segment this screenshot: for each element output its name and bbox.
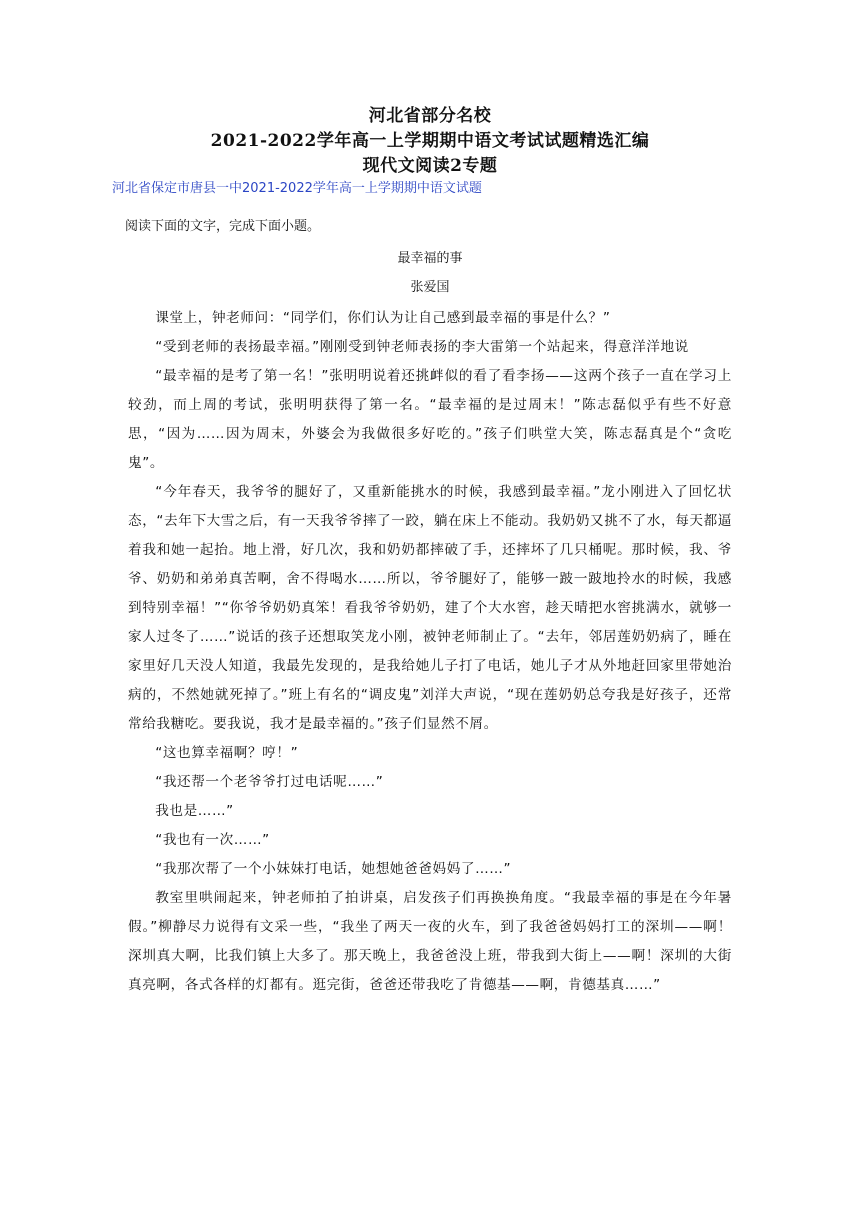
header-exam-line: 2021-2022学年高一上学期期中语文考试试题精选汇编 <box>210 131 650 151</box>
story-author: 张爱国 <box>410 280 450 295</box>
story-paragraph: “今年春天，我爷爷的腿好了，又重新能挑水的时候，我感到最幸福。”龙小刚进入了回忆状态，“去年下大雪之后，有一天我爷爷摔了一跤，躺在床上不能动。我奶奶又挑不了水，每天都逼着我和她一起抬。地上滑，好几次，我和奶奶都摔破了手，还摔坏了几只桶呢。那时候，我、爷爷、奶奶和弟弟真苦啊，舍不得喝水……所以，爷爷腿好了，能够一跛一跛地拎水的时候，我感到特别幸福！”“你爷爷奶奶真笨！看我爷爷奶奶，建了个大水窖，趁天晴把水窖挑满水，就够一家人过冬了……”说话的孩子还想取笑龙小刚，被钟老师制止了。“去年，邻居莲奶奶病了，睡在家里好几天没人知道，我最先发现的，是我给她儿子打了电话，她儿子才从外地赶回家里带她治病的，不然她就死掉了。”班上有名的“调皮鬼”刘洋大声说，“现在莲奶奶总夸我是好孩子，还常常给我糖吃。要我说，我才是最幸福的。”孩子们显然不屑。 <box>128 484 732 732</box>
story-paragraph: 教室里哄闹起来，钟老师拍了拍讲桌，启发孩子们再换换角度。“我最幸福的事是在今年暑假。”柳静尽力说得有文采一些，“我坐了两天一夜的火车，到了我爸爸妈妈打工的深圳——啊！深圳真大啊，比我们镇上大多了。那天晚上，我爸爸没上班，带我到大街上——啊！深圳的大街真亮啊，各式各样的灯都有。逛完街，爸爸还带我吃了肯德基——啊，肯德基真……” <box>128 890 732 993</box>
story-paragraph: “这也算幸福啊？哼！” <box>155 745 299 761</box>
header-school-line: 河北省部分名校 <box>368 106 492 126</box>
story-paragraph: “我也有一次……” <box>155 832 270 848</box>
story-paragraph: 我也是……” <box>155 803 234 819</box>
story-paragraph: “受到老师的表扬最幸福。”刚刚受到钟老师表扬的李大雷第一个站起来，得意洋洋地说 <box>155 339 689 355</box>
story-title: 最幸福的事 <box>397 251 463 266</box>
source-link[interactable]: 河北省保定市唐县一中2021-2022学年高一上学期期中语文试题 <box>112 181 482 196</box>
header-topic-line: 现代文阅读2专题 <box>362 156 498 176</box>
story-paragraph: “最幸福的是考了第一名！”张明明说着还挑衅似的看了看李扬——这两个孩子一直在学习上较劲，而上周的考试，张明明获得了第一名。“最幸福的是过周末！”陈志磊似乎有些不好意思，“因为……因为周末，外婆会为我做很多好吃的。”孩子们哄堂大笑，陈志磊真是个“贪吃鬼”。 <box>128 368 732 471</box>
story-paragraph: 课堂上，钟老师问：“同学们，你们认为让自己感到最幸福的事是什么？” <box>155 310 611 326</box>
document-header <box>128 104 732 179</box>
instruction-text: 阅读下面的文字，完成下面小题。 <box>125 219 321 234</box>
story-body <box>128 304 732 1000</box>
story-paragraph: “我还帮一个老爷爷打过电话呢……” <box>155 774 384 790</box>
story-paragraph: “我那次帮了一个小妹妹打电话，她想她爸爸妈妈了……” <box>155 861 512 877</box>
